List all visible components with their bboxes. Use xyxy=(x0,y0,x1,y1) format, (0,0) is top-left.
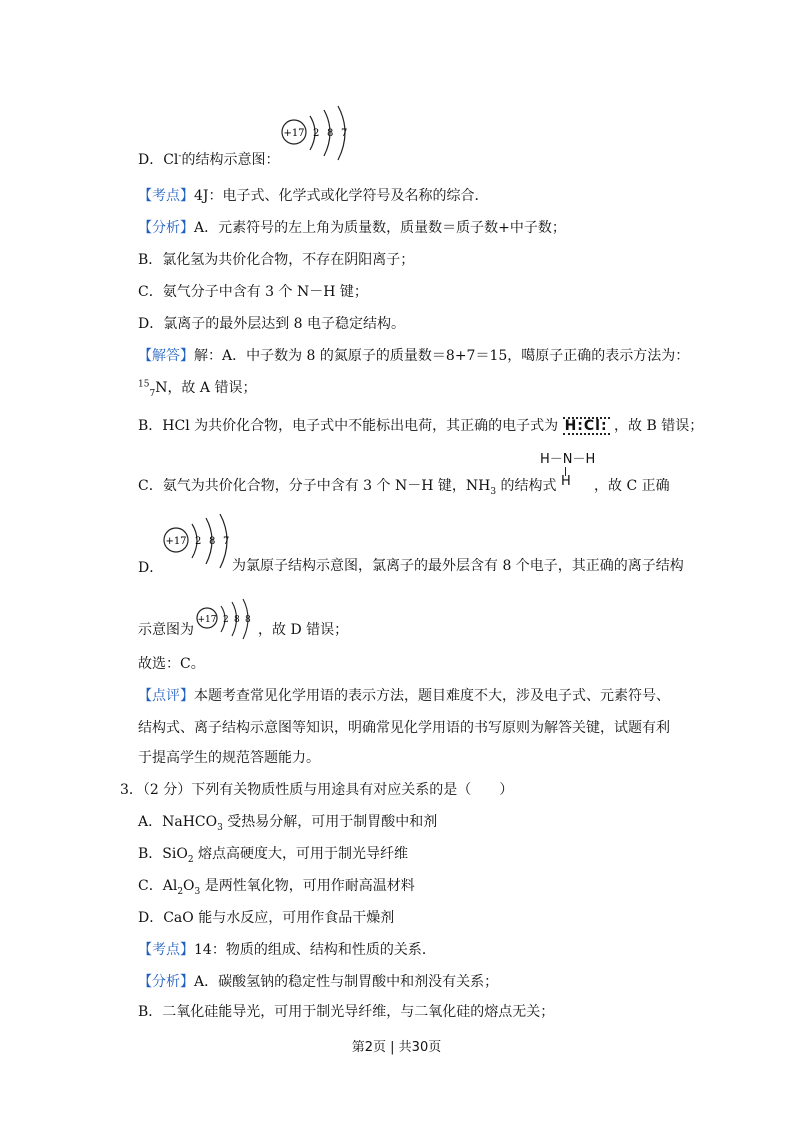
shell-1-count: 2 xyxy=(195,536,202,547)
shell-3-count: 8 xyxy=(245,615,251,625)
kaodian-2: 【考点】14：物质的组成、结构和性质的关系． xyxy=(138,942,436,958)
shell-2-count: 8 xyxy=(209,536,216,547)
question-3-option-d: D．CaO 能与水反应，可用作食品干燥剂 xyxy=(138,910,395,926)
guxuan: 故选：C。 xyxy=(138,656,205,672)
dianping: 【点评】本题考查常见化学用语的表示方法，题目难度不大，涉及电子式、元素符号、 xyxy=(138,688,670,704)
dianping-tag: 【点评】 xyxy=(138,688,194,704)
shell-1-count: 2 xyxy=(313,128,320,139)
fenxi-tag: 【分析】 xyxy=(138,974,194,990)
nh3-structure-bottom: H xyxy=(561,474,571,489)
nucleus-label: +17 xyxy=(283,128,305,139)
fenxi-1-b: B．氯化氢为共价化合物，不存在阴阳离子； xyxy=(138,252,415,268)
shell-3-count: 7 xyxy=(223,536,230,547)
jieda-c: C．氨气为共价化合物，分子中含有 3 个 N－H 键，$NH_3$ 的结构式 xyxy=(138,478,557,497)
fenxi-tag: 【分析】 xyxy=(138,220,194,236)
jieda-d: 为氯原子结构示意图，氯离子的最外层含有 8 个电子，其正确的离子结构 xyxy=(232,558,684,574)
question-3-option-a: A．NaHCO$_3$ 受热易分解，可用于制胃酸中和剂 xyxy=(138,814,438,833)
jieda-nuclide: $^{15}_7$N，故 A 错误； xyxy=(138,379,257,399)
jieda: 【解答】解：A．中子数为 8 的氮原子的质量数＝8+7＝15，噶原子正确的表示方法为： xyxy=(138,348,690,364)
fenxi-1: 【分析】A．元素符号的左上角为质量数，质量数＝质子数+中子数； xyxy=(138,220,566,236)
jieda-c-end: ，故 C 正确 xyxy=(594,478,670,494)
dianping-3: 于提高学生的规范答题能力。 xyxy=(138,750,320,766)
kaodian-tag: 【考点】 xyxy=(138,942,194,958)
kaodian-tag: 【考点】 xyxy=(138,188,194,204)
chloride-ion-diagram xyxy=(194,598,258,642)
nucleus-label: +17 xyxy=(165,536,187,547)
option-d-cl: D．Cl-的结构示意图： xyxy=(138,151,280,168)
shell-1-count: 2 xyxy=(223,615,229,625)
jieda-d2-prefix: 示意图为 xyxy=(138,622,194,638)
page-footer: 第2页 | 共30页 xyxy=(351,1040,442,1055)
jieda-b: B．HCl 为共价化合物，电子式中不能标出电荷，其正确的电子式为 H:Cl: ，故 B 错误； xyxy=(138,418,704,434)
fenxi-2: 【分析】A．碳酸氢钠的稳定性与制胃酸中和剂没有关系； xyxy=(138,974,499,990)
fenxi-1-d: D．氯离子的最外层达到 8 电子稳定结构。 xyxy=(138,316,406,332)
chlorine-atom-diagram-1 xyxy=(280,104,360,164)
kaodian-1: 【考点】4J：电子式、化学式或化学符号及名称的综合． xyxy=(138,188,489,204)
jieda-tag: 【解答】 xyxy=(138,348,194,364)
dianping-2: 结构式、离子结构示意图等知识，明确常见化学用语的书写原则为解答关键，试题有利 xyxy=(138,720,670,736)
shell-2-count: 8 xyxy=(234,615,240,625)
shell-2-count: 8 xyxy=(327,128,334,139)
nucleus-label: +17 xyxy=(197,615,217,625)
shell-3-count: 7 xyxy=(341,128,348,139)
hcl-electron-formula: H:Cl: xyxy=(564,418,608,434)
nh3-structure-top: H－N－H xyxy=(540,452,596,467)
chlorine-atom-diagram-2 xyxy=(158,512,238,572)
fenxi-1-c: C．氨气分子中含有 3 个 N－H 键； xyxy=(138,284,368,300)
jieda-d-prefix: D． xyxy=(138,560,164,576)
fenxi-2-b: B．二氧化硅能导光，可用于制光导纤维，与二氧化硅的熔点无关； xyxy=(138,1004,555,1020)
jieda-d2: ，故 D 错误； xyxy=(258,622,349,638)
question-3-option-c: C．$Al_2O_3$ 是两性氧化物，可用作耐高温材料 xyxy=(138,878,415,897)
question-3-option-b: B．SiO$_2$ 熔点高硬度大，可用于制光导纤维 xyxy=(138,846,409,865)
question-3: 3．（2 分）下列有关物质性质与用途具有对应关系的是（ ） xyxy=(120,782,514,798)
